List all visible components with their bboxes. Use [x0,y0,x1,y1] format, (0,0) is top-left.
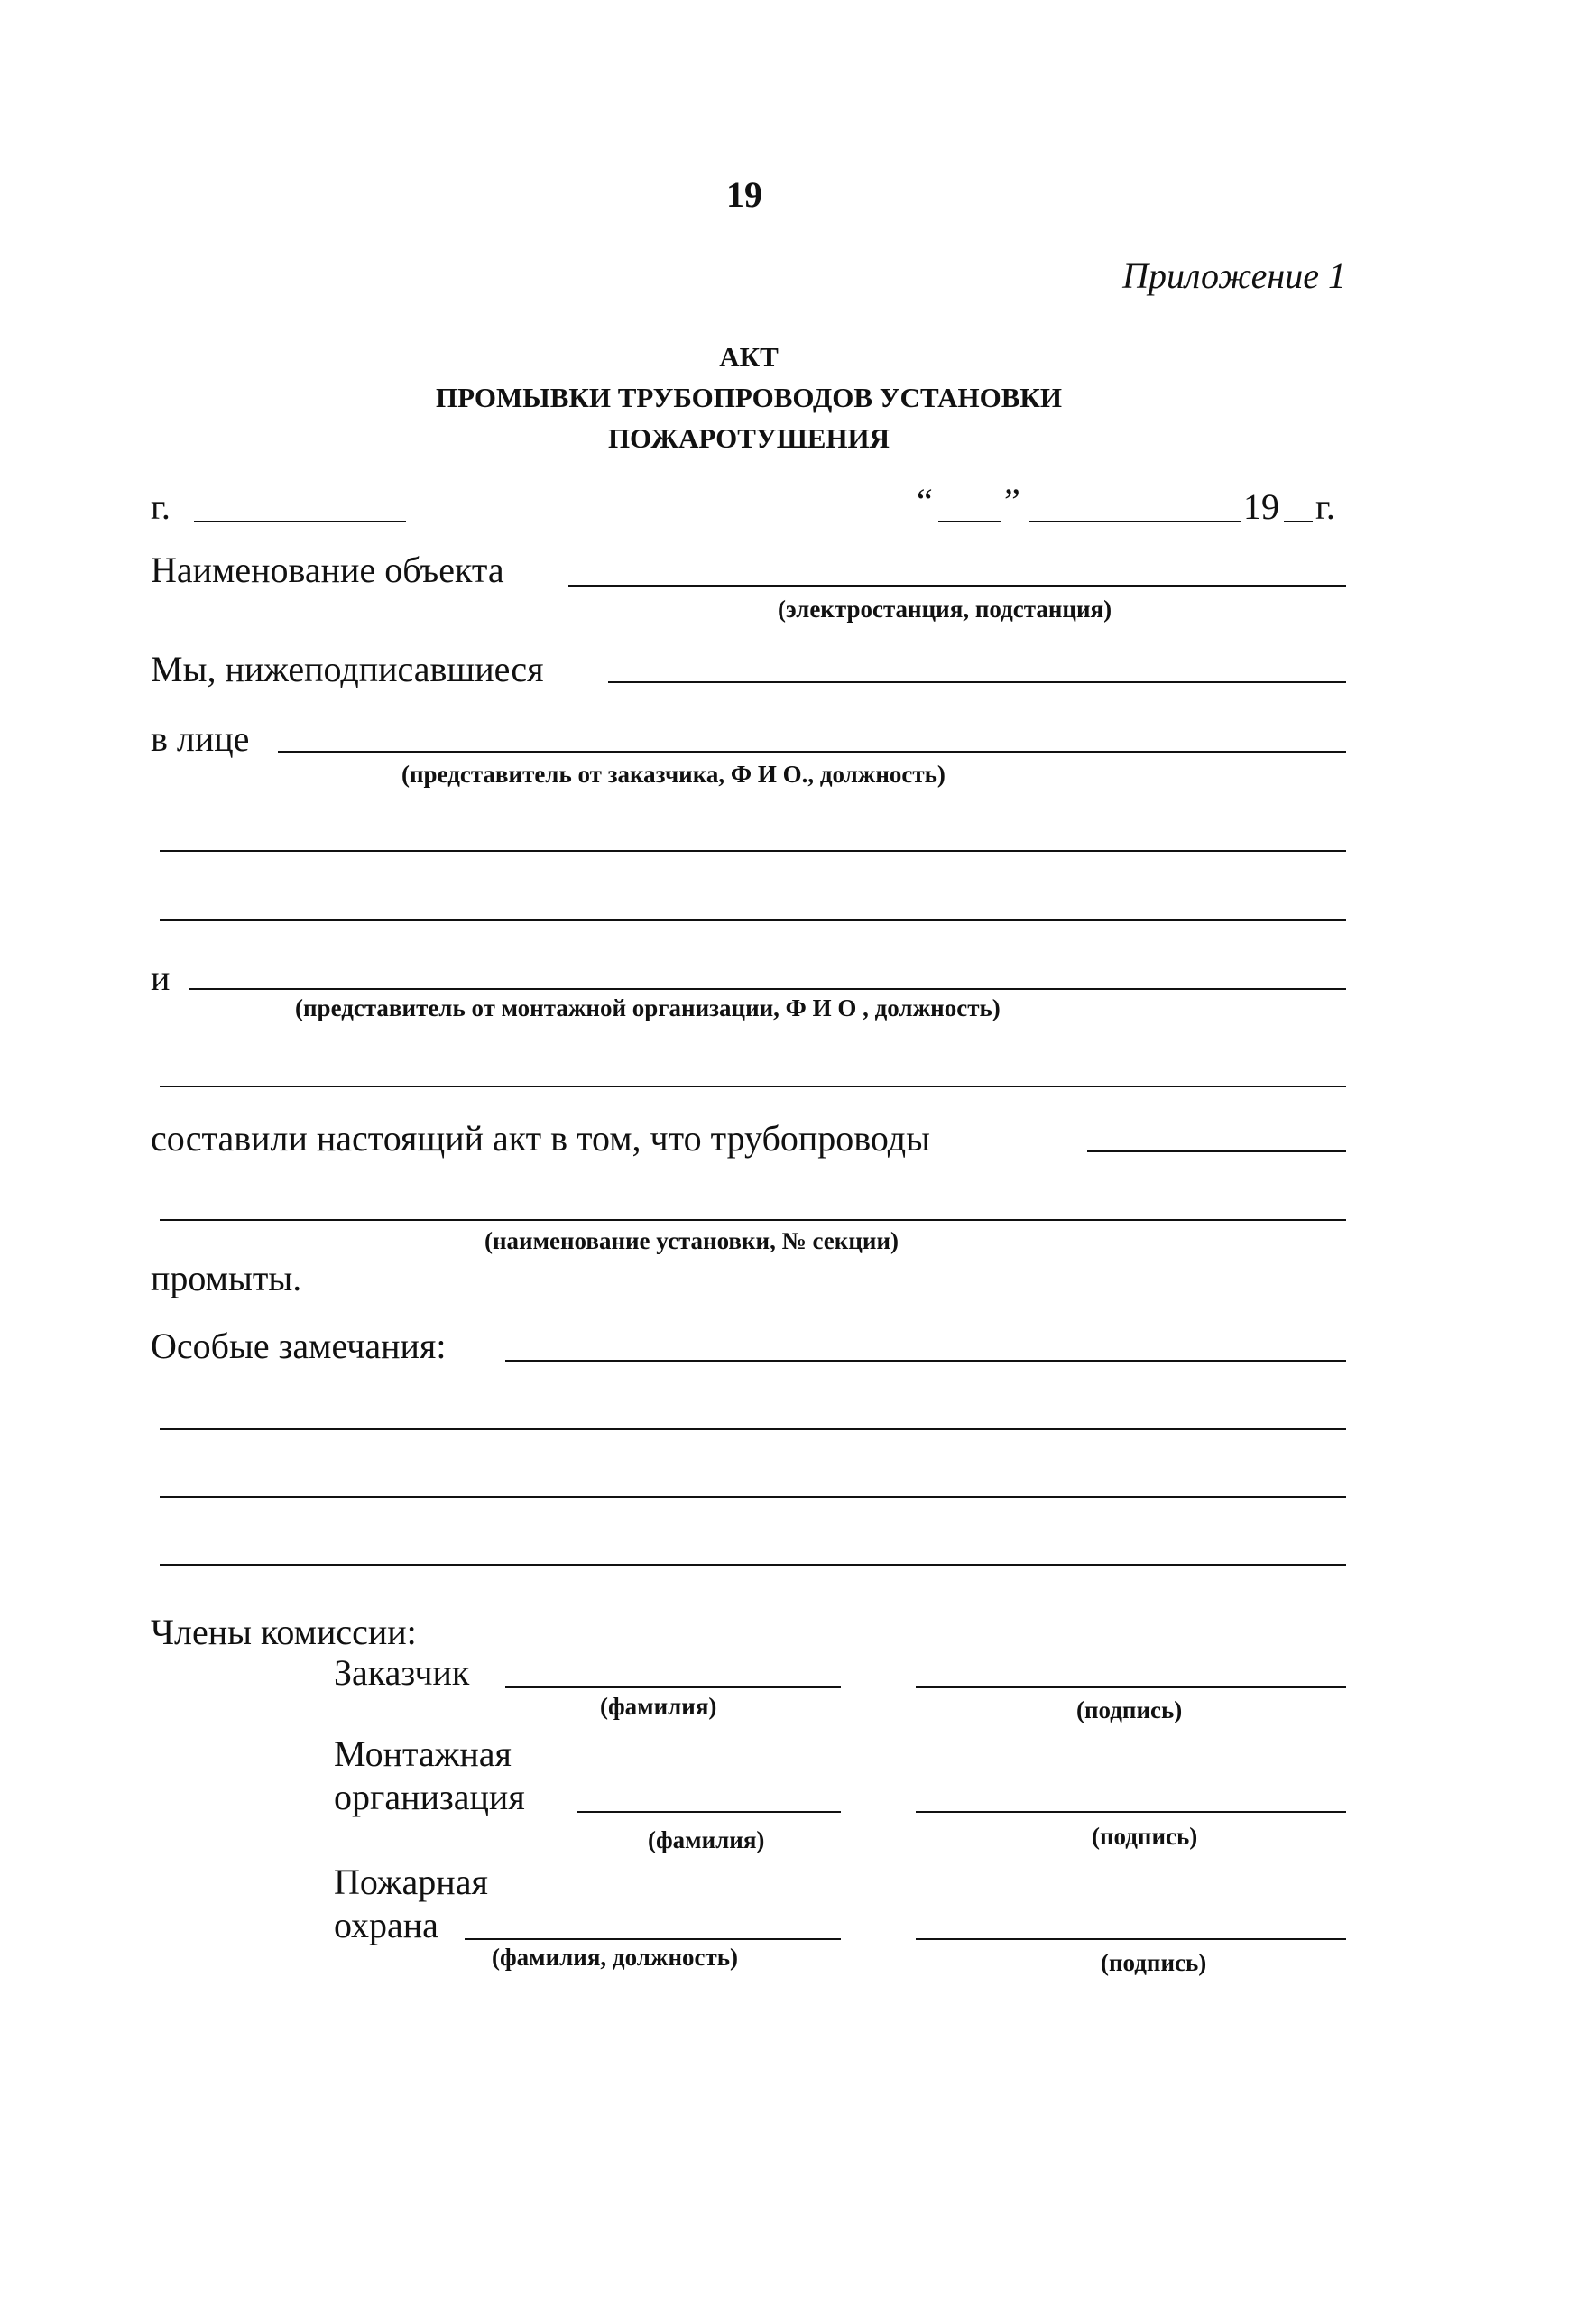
object-name-field[interactable] [568,585,1346,587]
fire-label-line2: охрана [334,1905,438,1945]
pipelines-field[interactable] [1087,1150,1346,1152]
installer-rep-extra-line[interactable] [160,1086,1346,1087]
object-name-caption: (электростанция, подстанция) [778,596,1112,623]
installer-rep-field[interactable] [189,988,1346,990]
installer-surname-caption: (фамилия) [648,1826,765,1853]
customer-rep-field[interactable] [278,751,1346,753]
flushed-label: промыты. [151,1258,302,1298]
fire-signature-caption: (подпись) [1101,1949,1207,1976]
fire-surname-caption: (фамилия, должность) [492,1944,739,1971]
in-person-label: в лице [151,718,250,759]
installer-surname-field[interactable] [577,1811,841,1813]
year-field[interactable] [1284,521,1313,522]
document-title: АКТ [719,341,779,373]
date-open-quote: “ [917,481,933,522]
customer-signature-field[interactable] [916,1686,1346,1688]
undersigned-field[interactable] [608,681,1346,683]
date-day-field[interactable] [938,521,1001,522]
installation-caption: (наименование установки, № секции) [484,1227,899,1254]
city-prefix: г. [151,486,171,527]
customer-rep-caption: (представитель от заказчика, Ф И О., должность) [401,761,946,788]
year-prefix: 19 [1243,486,1279,527]
commission-heading: Члены комиссии: [151,1612,417,1652]
city-field[interactable] [194,521,406,522]
appendix-label: Приложение 1 [1122,255,1346,296]
document-subtitle-line1: ПРОМЫВКИ ТРУБОПРОВОДОВ УСТАНОВКИ [436,382,1062,413]
customer-rep-extra-line-1[interactable] [160,850,1346,852]
remarks-line-3[interactable] [160,1496,1346,1498]
installer-label-line2: организация [334,1777,525,1817]
customer-surname-field[interactable] [505,1686,841,1688]
and-label: и [151,957,171,998]
installer-label-line1: Монтажная [334,1733,512,1774]
document-subtitle-line2: ПОЖАРОТУШЕНИЯ [607,422,890,454]
fire-signature-field[interactable] [916,1938,1346,1940]
remarks-line-2[interactable] [160,1428,1346,1430]
installer-signature-field[interactable] [916,1811,1346,1813]
installer-rep-caption: (представитель от монтажной организации, Ф И О , должность) [295,994,1001,1021]
customer-rep-extra-line-2[interactable] [160,919,1346,921]
installation-field[interactable] [160,1219,1346,1221]
customer-surname-caption: (фамилия) [600,1693,717,1720]
undersigned-label: Мы, нижеподписавшиеся [151,649,544,689]
date-month-field[interactable] [1029,521,1241,522]
fire-surname-field[interactable] [465,1938,841,1940]
date-close-quote: ” [1004,481,1020,522]
remarks-line-4[interactable] [160,1564,1346,1566]
customer-label: Заказчик [334,1652,470,1693]
customer-signature-caption: (подпись) [1076,1696,1183,1723]
page-number: 19 [726,174,762,215]
object-name-label: Наименование объекта [151,550,504,590]
fire-label-line1: Пожарная [334,1862,488,1902]
year-suffix: г. [1315,486,1335,527]
statement-label: составили настоящий акт в том, что трубопроводы [151,1118,930,1159]
installer-signature-caption: (подпись) [1092,1823,1198,1850]
remarks-label: Особые замечания: [151,1326,447,1366]
remarks-field[interactable] [505,1360,1346,1362]
